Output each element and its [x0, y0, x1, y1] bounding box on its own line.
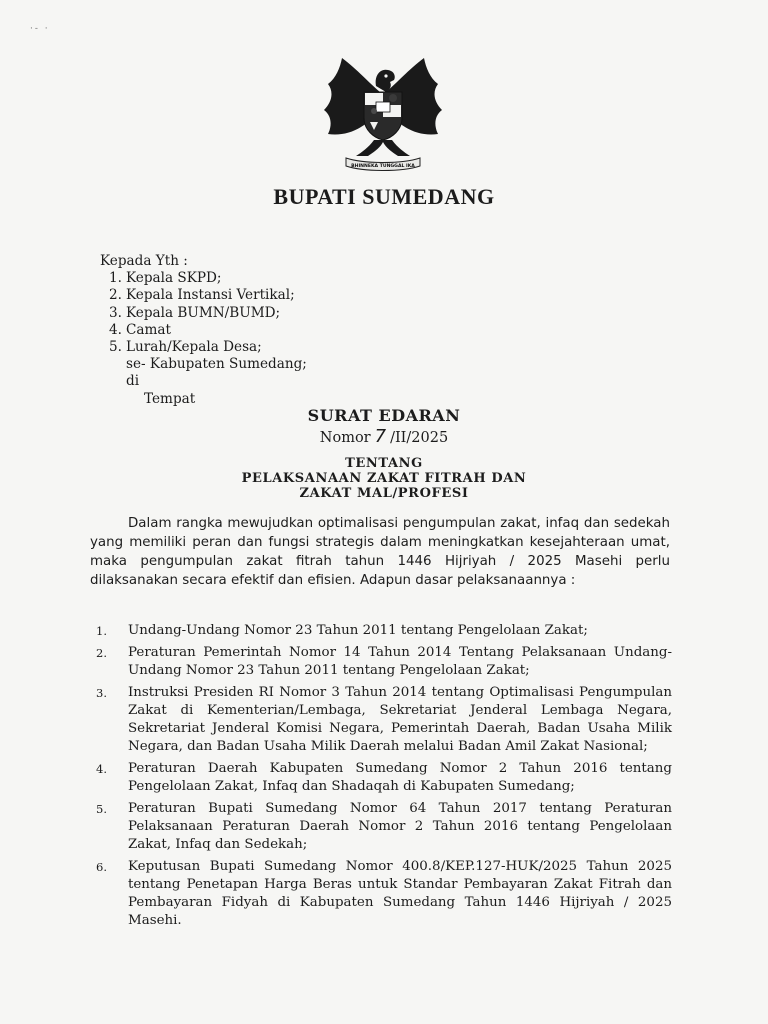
- subject-line-2: ZAKAT MAL/PROFESI: [299, 486, 469, 501]
- scan-specks: ·- ·: [30, 24, 50, 34]
- about-label: TENTANG: [345, 456, 423, 471]
- document-number: [0, 426, 768, 447]
- recipient-item: 1. Kepala SKPD;: [109, 270, 222, 287]
- letter-title: BUPATI SUMEDANG: [273, 184, 495, 209]
- recipient-region: se- Kabupaten Sumedang;: [126, 356, 307, 373]
- list-item: 5. Peraturan Bupati Sumedang Nomor 64 Tahun 2017 tentang Peraturan Pelaksanaan Peraturan Daerah Nomor 2 Tahun 2016 tentang Pengelolaan Zakat, Infaq dan Sedekah;: [96, 801, 672, 852]
- recipient-block: [100, 253, 307, 408]
- recipient-item: 2. Kepala Instansi Vertikal;: [109, 287, 295, 304]
- garuda-emblem-icon: [318, 52, 448, 172]
- number-prefix: Nomor: [319, 430, 371, 446]
- recipient-item: 5. Lurah/Kepala Desa;: [109, 339, 262, 356]
- list-item: 1. Undang-Undang Nomor 23 Tahun 2011 tentang Pengelolaan Zakat;: [96, 623, 588, 638]
- recipient-place: Tempat: [144, 390, 196, 407]
- legal-basis-list: [96, 622, 672, 934]
- number-suffix: /II/2025: [390, 430, 449, 446]
- recipient-item: 4. Camat: [109, 321, 171, 338]
- emblem-motto: BHINNEKA TUNGGAL IKA: [351, 164, 415, 169]
- list-item: 3. Instruksi Presiden RI Nomor 3 Tahun 2014 tentang Optimalisasi Pengumpulan Zakat di Kementerian/Lembaga, Sekretariat Jenderal Lembaga Negara, Sekretariat Jenderal Komisi Negara, Pemerintah Daerah, Badan Usaha Milik Negara, dan Badan Usaha Milik Daerah melalui Badan Amil Zakat Nasional;: [96, 685, 672, 754]
- recipient-at: di: [126, 373, 140, 390]
- number-handwritten: 7: [374, 426, 387, 447]
- list-item: 4. Peraturan Daerah Kabupaten Sumedang Nomor 2 Tahun 2016 tentang Pengelolaan Zakat, Infaq dan Shadaqah di Kabupaten Sumedang;: [96, 761, 672, 794]
- list-item: 2. Peraturan Pemerintah Nomor 14 Tahun 2014 Tentang Pelaksanaan Undang- Undang Nomor 23 Tahun 2011 tentang Pengelolaan Zakat;: [96, 645, 672, 678]
- salutation: Kepada Yth :: [100, 253, 188, 269]
- intro-paragraph: Dalam rangka mewujudkan optimalisasi pengumpulan zakat, infaq dan sedekah yang memiliki peran dan fungsi strategis dalam meningkatkan kesejahteraan umat, maka pengumpulan zakat fitrah tahun 1446 Hijriyah / 2025 Masehi perlu dilaksanakan secara efektif dan efisien. Adapun dasar pelaksanaannya :: [90, 516, 670, 588]
- subject-line-1: PELAKSANAAN ZAKAT FITRAH DAN: [241, 471, 527, 486]
- document-type: SURAT EDARAN: [307, 406, 461, 425]
- list-item: 6. Keputusan Bupati Sumedang Nomor 400.8/KEP.127-HUK/2025 Tahun 2025 tentang Penetapan Harga Beras untuk Standar Pembayaran Zakat Fitrah dan Pembayaran Fidyah di Kabupaten Sumedang Tahun 1446 Hijriyah / 2025 Masehi.: [96, 859, 672, 928]
- recipient-item: 3. Kepala BUMN/BUMD;: [109, 304, 281, 321]
